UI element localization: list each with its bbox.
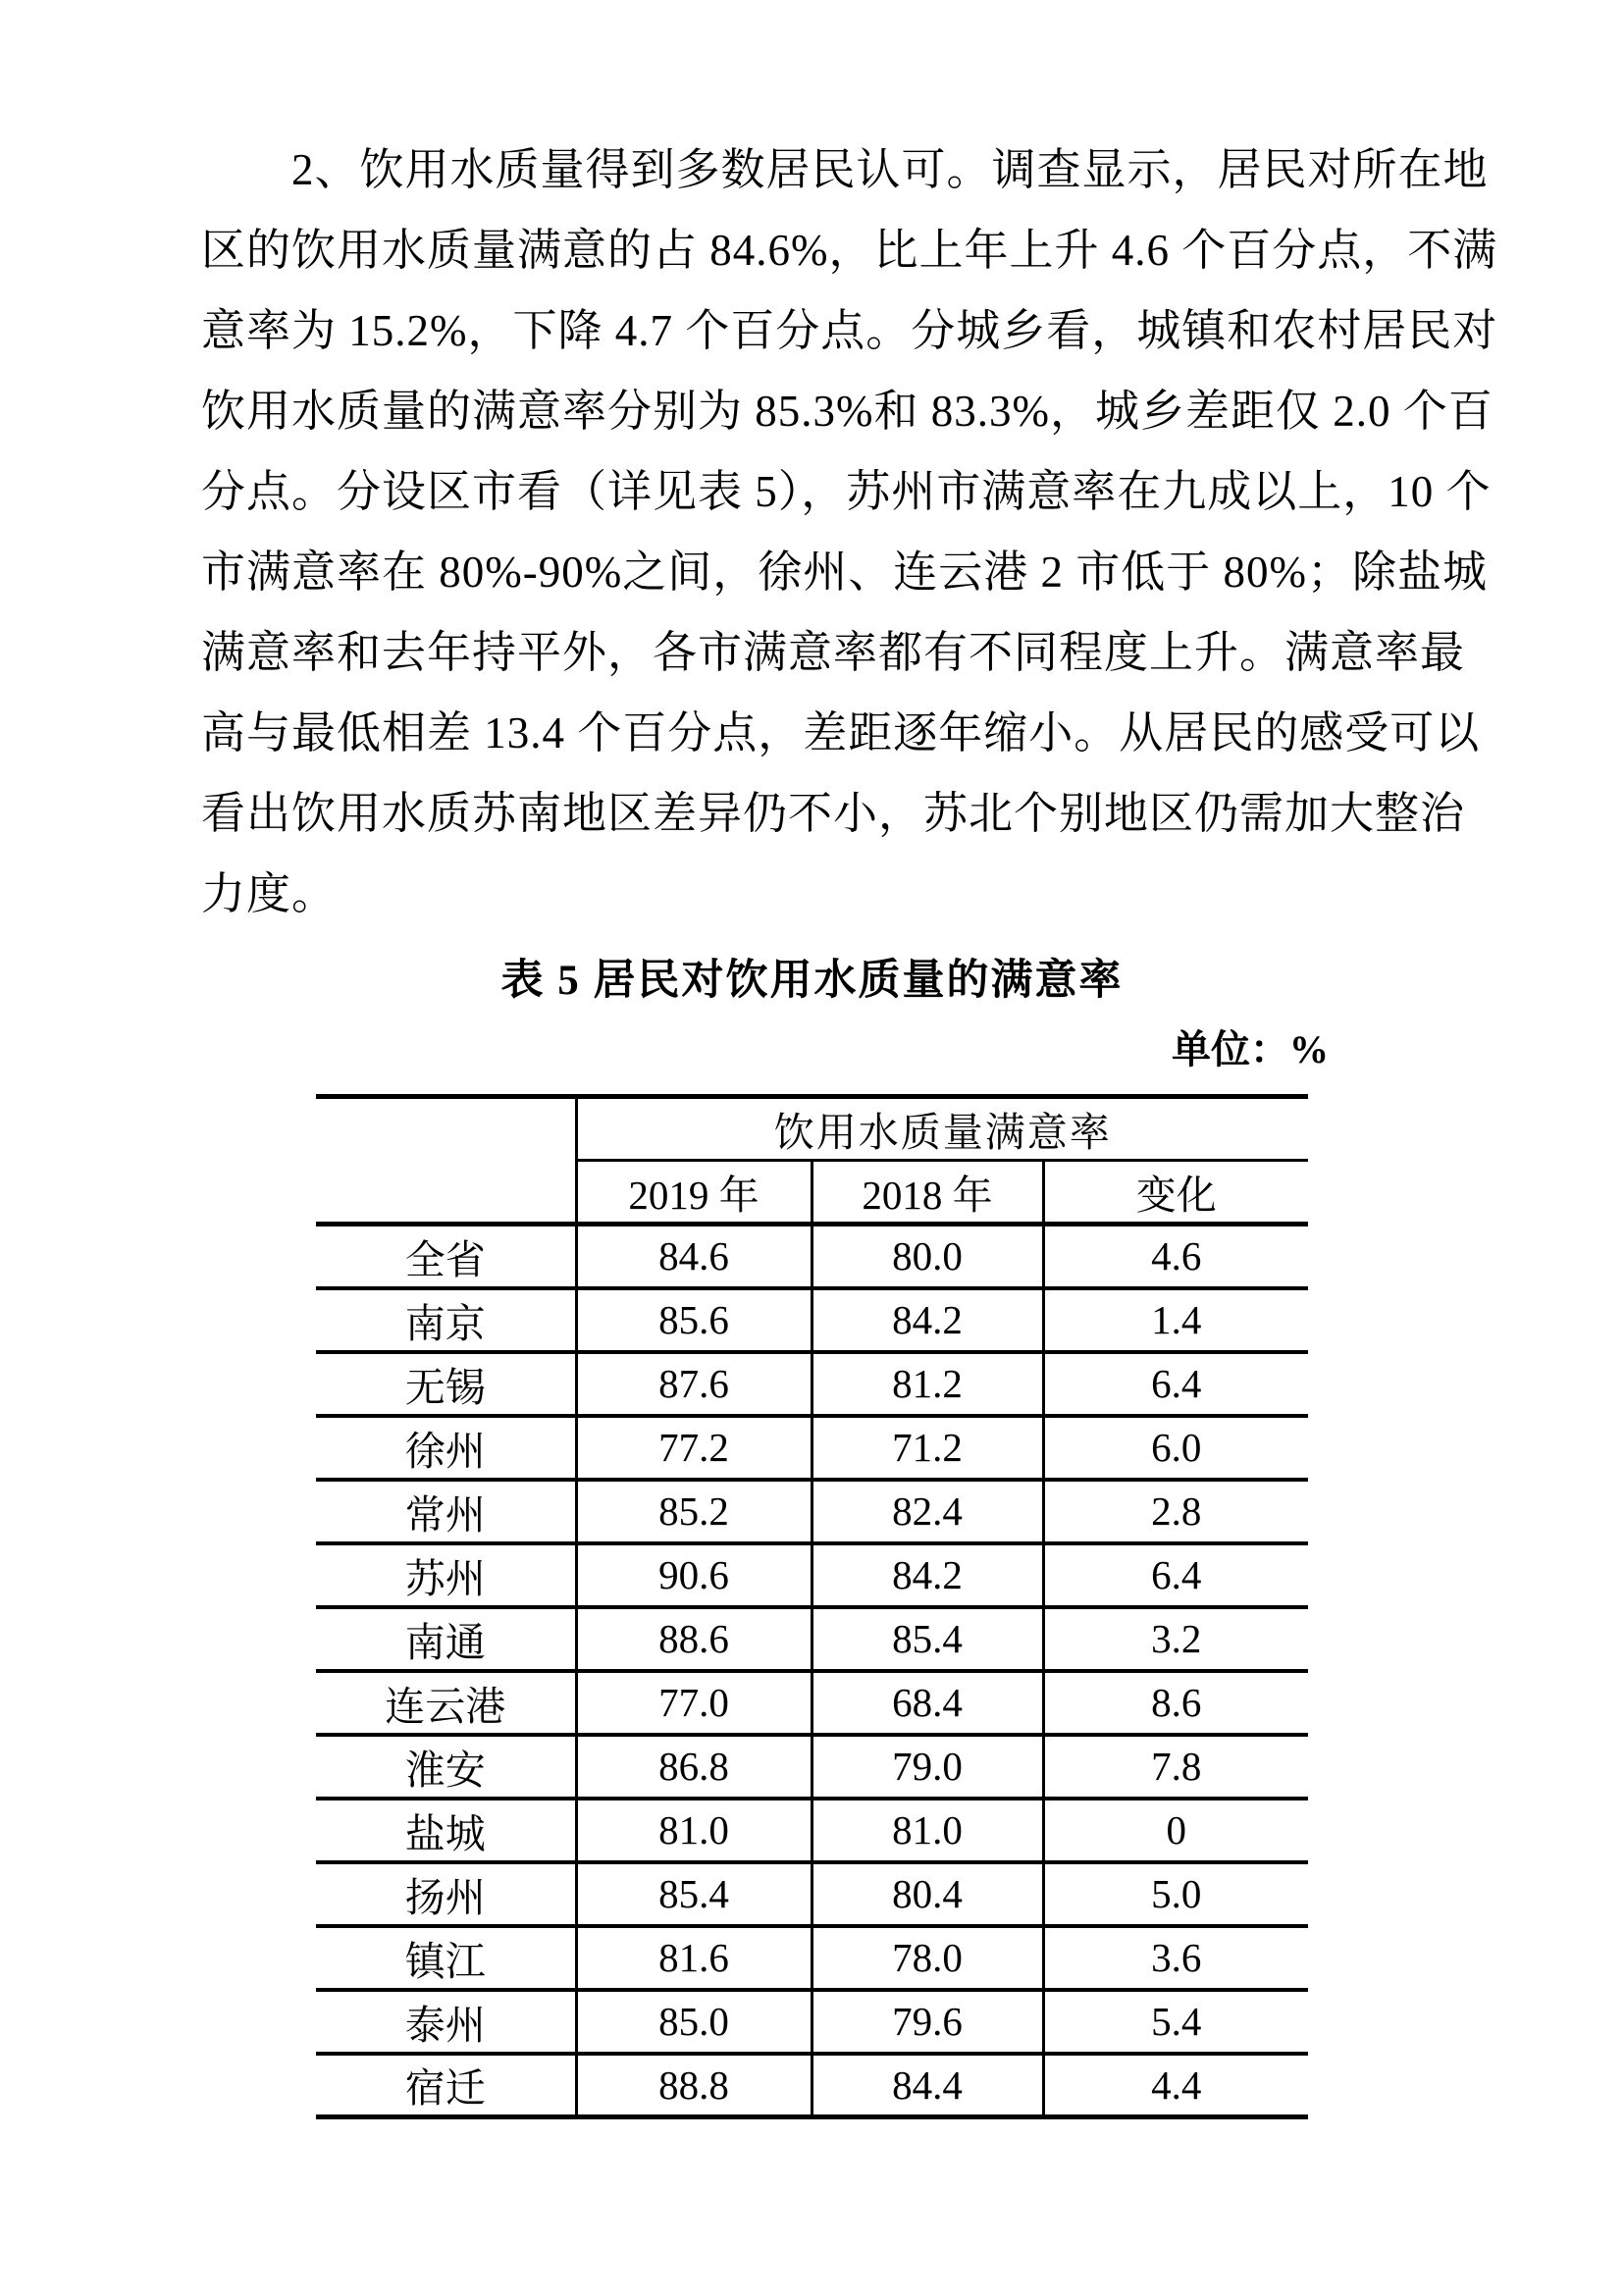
cell-change: 7.8	[1043, 1735, 1308, 1799]
cell-2018: 68.4	[812, 1671, 1043, 1735]
cell-region: 南京	[316, 1288, 576, 1352]
table-row	[316, 1607, 1308, 1671]
table-header-2018: 2018 年	[812, 1161, 1043, 1225]
cell-region: 连云港	[316, 1671, 576, 1735]
cell-change: 3.6	[1043, 1926, 1308, 1990]
cell-change: 6.4	[1043, 1352, 1308, 1416]
table-row	[316, 1543, 1308, 1607]
cell-region: 徐州	[316, 1416, 576, 1480]
cell-2018: 82.4	[812, 1480, 1043, 1543]
cell-change: 0	[1043, 1799, 1308, 1862]
table-row	[316, 1735, 1308, 1799]
cell-region: 淮安	[316, 1735, 576, 1799]
cell-2019: 81.0	[576, 1799, 812, 1862]
table-row	[316, 1990, 1308, 2054]
cell-2019: 88.6	[576, 1607, 812, 1671]
table-unit-label: 单位：%	[1172, 1027, 1329, 1071]
cell-2018: 80.0	[812, 1225, 1043, 1288]
cell-2018: 85.4	[812, 1607, 1043, 1671]
cell-2019: 81.6	[576, 1926, 812, 1990]
cell-region: 南通	[316, 1607, 576, 1671]
table-header-group: 饮用水质量满意率	[576, 1097, 1308, 1161]
cell-region: 泰州	[316, 1990, 576, 2054]
cell-region: 常州	[316, 1480, 576, 1543]
cell-change: 2.8	[1043, 1480, 1308, 1543]
cell-2019: 86.8	[576, 1735, 812, 1799]
cell-2019: 88.8	[576, 2054, 812, 2117]
table-row	[316, 1225, 1308, 1288]
cell-2018: 79.0	[812, 1735, 1043, 1799]
cell-2018: 81.2	[812, 1352, 1043, 1416]
table-header-group-row	[316, 1097, 1308, 1161]
cell-region: 全省	[316, 1225, 576, 1288]
paragraph-line: 力度。	[201, 869, 338, 918]
cell-2018: 71.2	[812, 1416, 1043, 1480]
paragraph-line: 看出饮用水质苏南地区差异仍不小，苏北个别地区仍需加大整治	[201, 789, 1466, 838]
cell-2018: 78.0	[812, 1926, 1043, 1990]
paragraph-line: 意率为 15.2%，下降 4.7 个百分点。分城乡看，城镇和农村居民对	[201, 306, 1498, 355]
table-row	[316, 1288, 1308, 1352]
cell-change: 6.4	[1043, 1543, 1308, 1607]
table-row	[316, 2054, 1308, 2117]
table-title: 表 5 居民对饮用水质量的满意率	[500, 958, 1124, 1004]
cell-2018: 79.6	[812, 1990, 1043, 2054]
cell-2018: 84.4	[812, 2054, 1043, 2117]
cell-change: 5.0	[1043, 1862, 1308, 1926]
cell-change: 1.4	[1043, 1288, 1308, 1352]
cell-2019: 90.6	[576, 1543, 812, 1607]
table-row	[316, 1671, 1308, 1735]
table-row	[316, 1352, 1308, 1416]
table-row	[316, 1862, 1308, 1926]
paragraph-line: 2、饮用水质量得到多数居民认可。调查显示，居民对所在地	[291, 145, 1489, 194]
cell-2018: 84.2	[812, 1288, 1043, 1352]
cell-2018: 84.2	[812, 1543, 1043, 1607]
body-paragraph	[201, 130, 1498, 934]
cell-2019: 85.2	[576, 1480, 812, 1543]
cell-region: 宿迁	[316, 2054, 576, 2117]
table-row	[316, 1926, 1308, 1990]
table-row	[316, 1480, 1308, 1543]
cell-2019: 87.6	[576, 1352, 812, 1416]
paragraph-line: 高与最低相差 13.4 个百分点，差距逐年缩小。从居民的感受可以	[201, 708, 1481, 757]
paragraph-line: 市满意率在 80%-90%之间，徐州、连云港 2 市低于 80%；除盐城	[201, 548, 1488, 597]
cell-change: 3.2	[1043, 1607, 1308, 1671]
cell-2019: 77.0	[576, 1671, 812, 1735]
cell-change: 5.4	[1043, 1990, 1308, 2054]
cell-change: 4.4	[1043, 2054, 1308, 2117]
satisfaction-table	[316, 1094, 1308, 2119]
cell-2019: 85.0	[576, 1990, 812, 2054]
cell-region: 镇江	[316, 1926, 576, 1990]
cell-region: 苏州	[316, 1543, 576, 1607]
cell-change: 4.6	[1043, 1225, 1308, 1288]
cell-2018: 81.0	[812, 1799, 1043, 1862]
paragraph-line: 区的饮用水质量满意的占 84.6%，比上年上升 4.6 个百分点，不满	[201, 226, 1498, 275]
table-row	[316, 1416, 1308, 1480]
table-row	[316, 1799, 1308, 1862]
paragraph-line: 满意率和去年持平外，各市满意率都有不同程度上升。满意率最	[201, 628, 1466, 677]
cell-2019: 84.6	[576, 1225, 812, 1288]
table-header-2019: 2019 年	[576, 1161, 812, 1225]
cell-2019: 85.6	[576, 1288, 812, 1352]
table-corner-cell	[316, 1097, 576, 1225]
cell-region: 盐城	[316, 1799, 576, 1862]
cell-change: 6.0	[1043, 1416, 1308, 1480]
cell-region: 无锡	[316, 1352, 576, 1416]
cell-2018: 80.4	[812, 1862, 1043, 1926]
paragraph-line: 饮用水质量的满意率分别为 85.3%和 83.3%，城乡差距仅 2.0 个百	[201, 387, 1493, 436]
cell-2019: 77.2	[576, 1416, 812, 1480]
cell-region: 扬州	[316, 1862, 576, 1926]
paragraph-line: 分点。分设区市看（详见表 5），苏州市满意率在九成以上，10 个	[201, 467, 1492, 516]
table-header-change: 变化	[1043, 1161, 1308, 1225]
cell-2019: 85.4	[576, 1862, 812, 1926]
cell-change: 8.6	[1043, 1671, 1308, 1735]
